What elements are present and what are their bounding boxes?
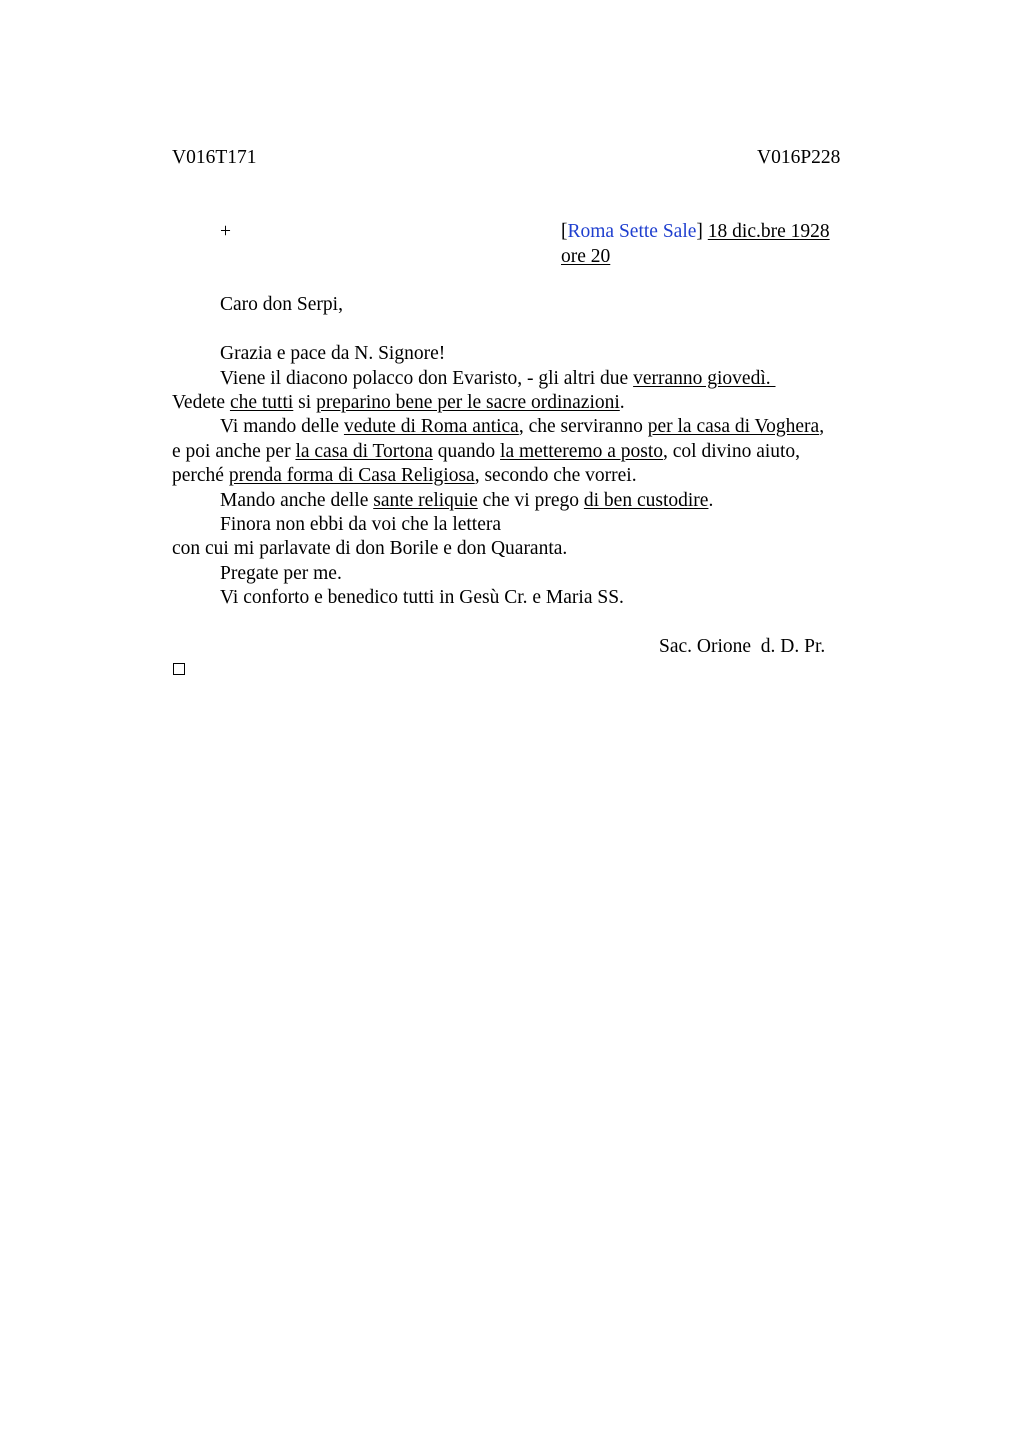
body-line-6 xyxy=(220,489,713,513)
cross-symbol: + xyxy=(220,221,231,242)
body-line-5 xyxy=(172,464,637,488)
signature: Sac. Orione d. D. Pr. xyxy=(659,636,826,657)
place-name: Roma Sette Sale xyxy=(567,221,697,242)
underlined-text: la casa di Tortona xyxy=(295,441,433,462)
document-code-right: V016P228 xyxy=(757,147,841,168)
text-run: quando xyxy=(432,441,501,462)
underlined-text: preparino bene per le sacre ordinazioni xyxy=(316,392,620,413)
underlined-text: la metteremo a posto xyxy=(500,441,664,462)
body-line-4 xyxy=(172,440,800,464)
text-run: , col divino aiuto, xyxy=(663,441,801,462)
text-run: , xyxy=(819,416,825,437)
letter-date: 18 dic.bre 1928 xyxy=(707,221,830,242)
underlined-text: sante reliquie xyxy=(373,490,478,511)
text-run: che vi prego xyxy=(477,490,584,511)
body-line-7: Finora non ebbi da voi che la lettera xyxy=(220,514,502,535)
underlined-text: di ben custodire xyxy=(583,490,709,511)
body-line-9: Pregate per me. xyxy=(220,563,342,584)
text-run: . xyxy=(619,392,625,413)
body-line-1 xyxy=(220,367,776,391)
underlined-text: che tutti xyxy=(229,392,294,413)
bracket-open: [ xyxy=(561,221,568,242)
salutation: Caro don Serpi, xyxy=(220,294,343,315)
text-run: si xyxy=(293,392,317,413)
dateline xyxy=(561,220,830,244)
text-run: Mando anche delle xyxy=(220,490,374,511)
document-code-left: V016T171 xyxy=(172,147,257,168)
body-line-3 xyxy=(220,415,824,439)
empty-box-icon xyxy=(173,663,185,675)
body-line-10: Vi conforto e benedico tutti in Gesù Cr. e Maria SS. xyxy=(220,587,624,608)
underlined-text: prenda forma di Casa Religiosa xyxy=(228,465,475,486)
letter-time-text: ore 20 xyxy=(561,246,611,267)
body-line-8: con cui mi parlavate di don Borile e don Quaranta. xyxy=(172,538,568,559)
underlined-text: verranno giovedì. xyxy=(633,368,776,389)
text-run: , secondo che vorrei. xyxy=(474,465,637,486)
underlined-text: vedute di Roma antica xyxy=(343,416,519,437)
text-run: Vi mando delle xyxy=(220,416,344,437)
text-run: perché xyxy=(172,465,229,486)
letter-time xyxy=(561,245,610,269)
text-run: , che serviranno xyxy=(518,416,648,437)
text-run: Viene il diacono polacco don Evaristo, - gli altri due xyxy=(220,368,634,389)
greeting: Grazia e pace da N. Signore! xyxy=(220,343,446,364)
bracket-close: ] xyxy=(696,221,703,242)
underlined-text: per la casa di Voghera xyxy=(647,416,820,437)
body-line-2 xyxy=(172,391,625,415)
text-run: . xyxy=(708,490,714,511)
text-run: e poi anche per xyxy=(172,441,296,462)
text-run: Vedete xyxy=(172,392,230,413)
